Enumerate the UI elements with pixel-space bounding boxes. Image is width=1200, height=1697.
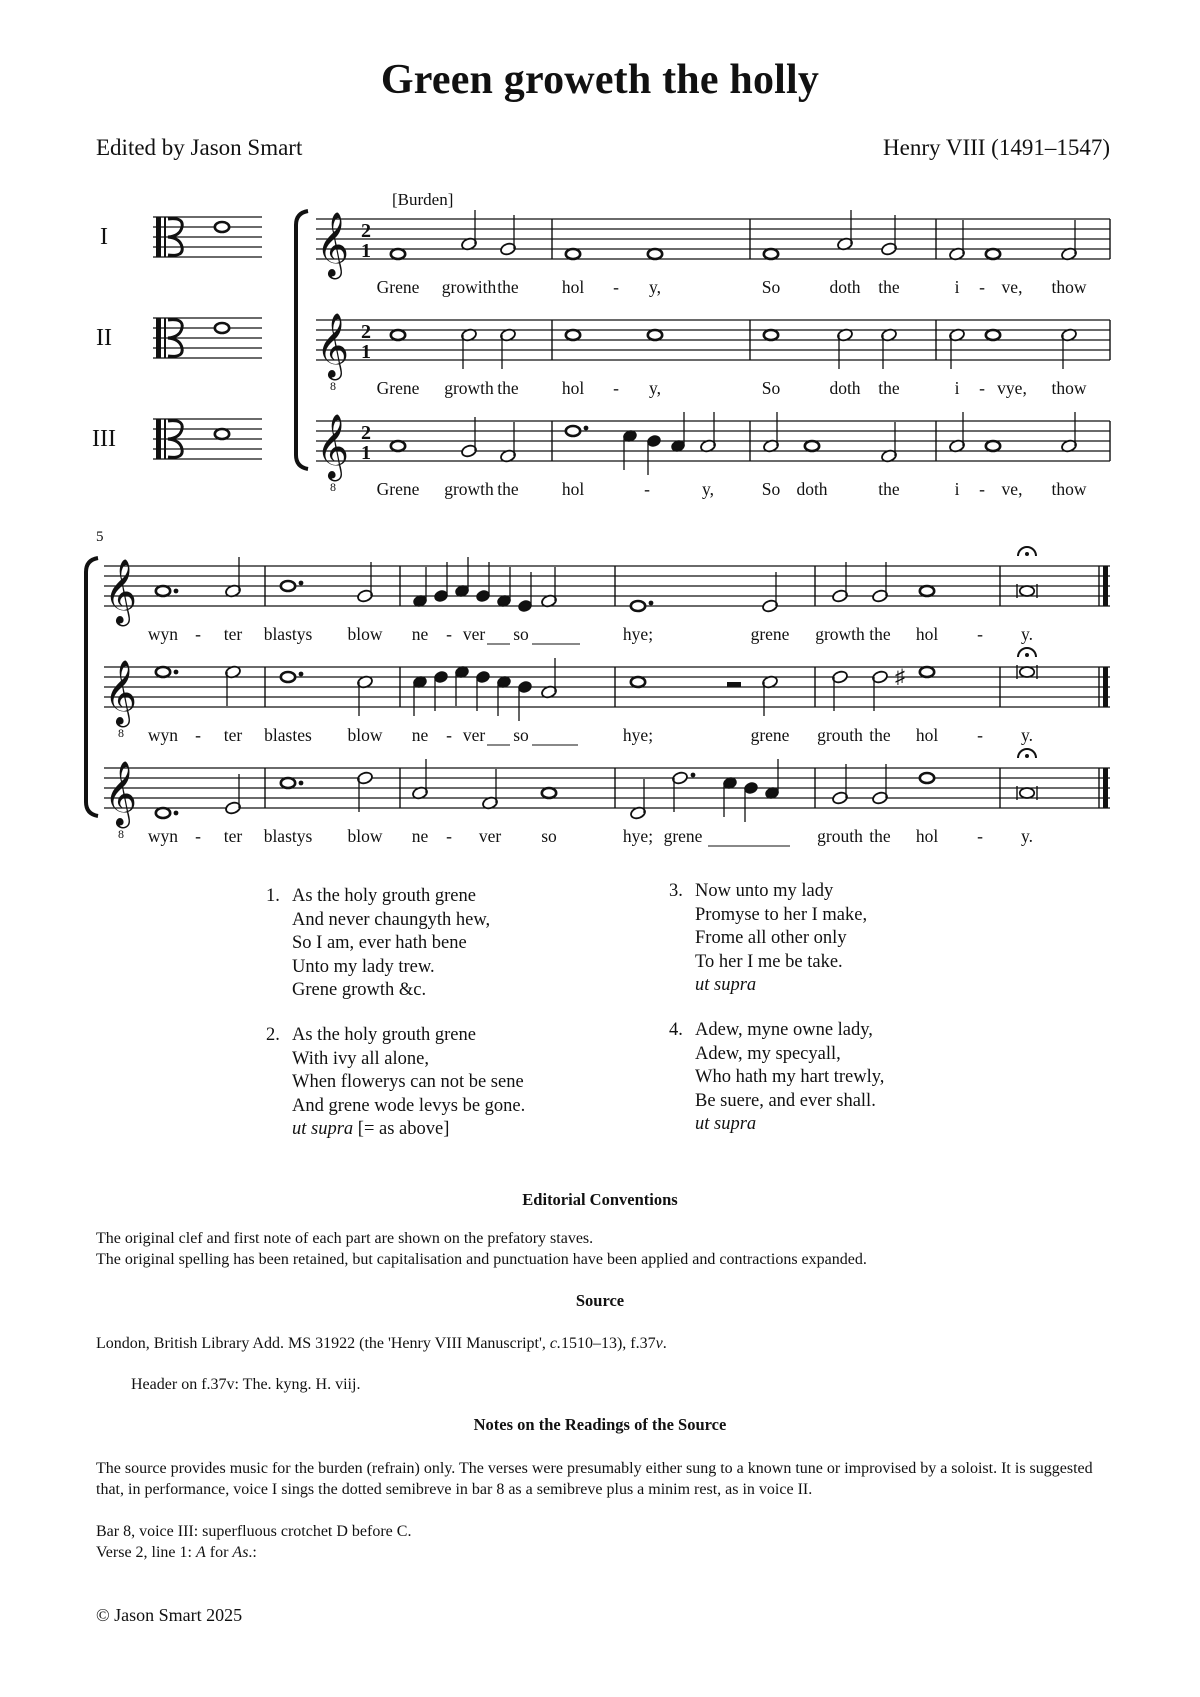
sys1-note-v2-9 xyxy=(949,328,966,369)
verse-2 xyxy=(266,1024,526,1142)
sys1-note-v1-10 xyxy=(986,249,1000,259)
sys2-sharp: ♯ xyxy=(895,666,905,688)
sys1-note-v1-2 xyxy=(461,210,478,251)
sys2-final-barline-2-thick xyxy=(1103,667,1108,707)
sys2-note-v3-2 xyxy=(225,774,242,815)
sys2-lyric-v3-6: ne xyxy=(411,826,429,846)
sys1-treble-clef-3-8: 8 xyxy=(330,480,336,494)
verse-3 xyxy=(669,880,868,998)
verse-ending: ut supra xyxy=(695,1114,757,1134)
sys2-treble-clef-2: 𝄞 xyxy=(104,662,138,724)
sys2-treble-clef-2-8: 8 xyxy=(118,726,124,740)
sys2-lyric-v1-1: wyn xyxy=(147,624,179,644)
sys2-note-v3-8 xyxy=(630,779,647,820)
sys2-lyric-v2-15: - xyxy=(977,725,983,745)
sys1-lyric-v2-12: vye, xyxy=(997,378,1027,398)
sys2-note-v1-7 xyxy=(455,557,469,597)
sys2-note-v2-7 xyxy=(455,666,469,706)
sys2-note-v3-11 xyxy=(744,782,758,822)
sys2-note-v2-4 xyxy=(357,675,374,716)
sys2-lyric-v2-9: so xyxy=(513,725,529,745)
sys1-note-v3-5 xyxy=(623,430,637,470)
sys2-lyric-v1-13: the xyxy=(869,624,891,644)
sys2-lyric-v1-7: - xyxy=(446,624,452,644)
sys1-note-v3-6 xyxy=(647,435,661,475)
sys1-note-v1-8 xyxy=(881,215,898,256)
sys2-note-v1-10 xyxy=(518,572,532,612)
sys2-note-v1-6 xyxy=(434,562,448,602)
verse-1 xyxy=(266,885,491,1003)
prefatory-note-3 xyxy=(215,429,229,439)
sys2-treble-clef-3: 𝄞 xyxy=(104,763,138,825)
verse-ending: ut supra [= as above] xyxy=(292,1119,450,1139)
sys1-note-v3-3 xyxy=(500,422,517,463)
sys1-lyric-v3-1: Grene xyxy=(376,479,420,499)
sys2-lyric-v1-9: so xyxy=(513,624,529,644)
sys1-note-v2-8 xyxy=(881,328,898,369)
sys2-note-v2-15 xyxy=(872,670,889,711)
sys2-lyric-v3-8: ver xyxy=(478,826,502,846)
sys1-note-v2-10 xyxy=(986,330,1000,340)
prefatory-note-2 xyxy=(215,323,229,333)
sys1-note-v2-5 xyxy=(648,330,662,340)
sys1-lyric-v3-10: i xyxy=(954,479,960,499)
sys1-lyric-v2-1: Grene xyxy=(376,378,420,398)
notes-paragraph: The source provides music for the burden (refrain) only. The verses were presumably either sung to a known tune or improvised by a soloist. It is suggested that, in performance, voice I sings the dotted semibreve in bar 8 as a semibreve plus a minim rest, as in voice II. xyxy=(96,1460,1093,1498)
sys2-note-v2-6 xyxy=(434,671,448,711)
sys1-note-v2-3 xyxy=(500,328,517,369)
sys2-note-v1-13 xyxy=(762,572,779,613)
sys2-lyric-v1-10: hye; xyxy=(622,624,654,644)
verse-number: 3. xyxy=(669,881,683,901)
sys2-note-v1-5 xyxy=(413,567,427,607)
sys2-lyric-v3-1: wyn xyxy=(147,826,179,846)
sys2-note-v3-5 xyxy=(412,759,429,800)
sys1-treble-clef-1: 𝄞 xyxy=(316,214,350,276)
verse-number: 4. xyxy=(669,1020,683,1040)
sys2-note-v1-16 xyxy=(920,586,934,596)
sys2-lyric-v1-5: blow xyxy=(347,624,383,644)
sys1-lyric-v2-7: So xyxy=(761,378,781,398)
sys1-timesig-3: 2 xyxy=(361,422,371,444)
sys1-note-v3-2 xyxy=(461,417,478,458)
sys1-lyric-v2-5: - xyxy=(613,378,619,398)
sys2-note-v2-12 xyxy=(631,677,645,687)
sys1-note-v1-11 xyxy=(1061,220,1078,261)
sys1-treble-clef-2-8: 8 xyxy=(330,379,336,393)
sys2-note-v2-16 xyxy=(920,667,934,677)
sys2-note-v1-8 xyxy=(476,562,490,602)
sys1-note-v2-11 xyxy=(1061,328,1078,369)
sys2-lyric-v2-14: hol xyxy=(915,725,939,745)
editor-credit: Edited by Jason Smart xyxy=(96,135,303,160)
sys1-lyric-v1-4: hol xyxy=(561,277,585,297)
sys2-lyric-v3-15: - xyxy=(977,826,983,846)
sys2-lyric-v2-5: blow xyxy=(347,725,383,745)
bar-number: 5 xyxy=(96,529,104,545)
sys1-lyric-v3-13: thow xyxy=(1051,479,1087,499)
sys1-lyric-v2-4: hol xyxy=(561,378,585,398)
sys2-lyric-v1-16: y. xyxy=(1021,624,1033,644)
verse-line: And never chaungyth hew, xyxy=(292,909,491,930)
prefatory-note-1 xyxy=(215,222,229,232)
sys2-lyric-v1-12: growth xyxy=(815,624,865,644)
sys2-lyric-v2-10: hye; xyxy=(622,725,654,745)
sys2-minim-rest xyxy=(727,682,741,687)
system2-bracket xyxy=(86,558,98,816)
sys2-lyric-v1-3: ter xyxy=(223,624,243,644)
sys2-lyric-v3-4: blastys xyxy=(263,826,313,846)
sys1-lyric-v1-7: So xyxy=(761,277,781,297)
verse-line: So I am, ever hath bene xyxy=(292,933,467,953)
voice-label-2: II xyxy=(96,325,112,351)
sys2-note-v2-13 xyxy=(762,675,779,716)
verse-ending: ut supra xyxy=(695,975,757,995)
sys2-note-v3-1 xyxy=(156,808,179,818)
section-label: [Burden] xyxy=(392,190,454,209)
sys2-note-v3-4 xyxy=(357,771,374,812)
sys2-lyric-v3-16: y. xyxy=(1021,826,1033,846)
sys1-note-v2-4 xyxy=(566,330,580,340)
sys1-note-v2-2 xyxy=(461,328,478,369)
verse-line: Adew, my specyall, xyxy=(695,1043,841,1064)
sys2-note-v3-15 xyxy=(920,773,934,783)
sys2-note-v2-2 xyxy=(225,665,242,706)
verse-number: 1. xyxy=(266,886,280,906)
sys1-timesig-2: 1 xyxy=(361,341,371,363)
sys2-note-v1-4 xyxy=(357,562,374,603)
sys1-note-v3-13 xyxy=(986,441,1000,451)
verse-line: When flowerys can not be sene xyxy=(292,1072,524,1092)
sys2-note-v1-11 xyxy=(541,567,558,608)
sys2-lyric-v3-2: - xyxy=(195,826,201,846)
verse-line: As the holy grouth grene xyxy=(292,1025,476,1045)
sys2-lyric-v3-12: grouth xyxy=(817,826,863,846)
sys2-note-v3-10 xyxy=(723,777,737,817)
sys2-lyric-v1-14: hol xyxy=(915,624,939,644)
sys2-lyric-v3-9: so xyxy=(541,826,557,846)
sys1-note-v2-6 xyxy=(764,330,778,340)
sys1-lyric-v2-8: doth xyxy=(829,378,861,398)
sys1-note-v3-8 xyxy=(700,412,717,453)
sys2-treble-clef-1: 𝄞 xyxy=(104,561,138,623)
sys2-note-v3-6 xyxy=(482,769,499,810)
sys2-note-v1-9 xyxy=(497,567,511,607)
sys1-lyric-v3-12: ve, xyxy=(1001,479,1023,499)
sys1-note-v3-11 xyxy=(881,422,898,463)
notes-heading: Notes on the Readings of the Source xyxy=(473,1415,727,1434)
sys1-treble-clef-3: 𝄞 xyxy=(316,416,350,478)
verse-line: To her I me be take. xyxy=(695,951,843,972)
sys1-note-v1-1 xyxy=(391,249,405,259)
sys1-note-v3-14 xyxy=(1061,412,1078,453)
verse-line: Grene growth &c. xyxy=(292,980,427,1000)
sys1-note-v2-7 xyxy=(837,328,854,369)
sys1-lyric-v1-8: doth xyxy=(829,277,861,297)
sys1-lyric-v2-9: the xyxy=(878,378,900,398)
sys2-note-v1-14 xyxy=(832,562,849,603)
sys2-note-v2-9 xyxy=(497,676,511,716)
verse-number: 2. xyxy=(266,1025,280,1045)
sys2-lyric-v3-10: hye; xyxy=(622,826,654,846)
sys1-timesig-2: 2 xyxy=(361,321,371,343)
system1-bracket xyxy=(296,211,308,469)
sys1-timesig-1: 2 xyxy=(361,220,371,242)
sys1-note-v3-10 xyxy=(805,441,819,451)
sys1-lyric-v1-2: growith xyxy=(441,277,497,297)
sys2-lyric-v3-5: blow xyxy=(347,826,383,846)
composer-credit: Henry VIII (1491–1547) xyxy=(883,135,1110,160)
sys1-lyric-v2-13: thow xyxy=(1051,378,1087,398)
sys2-final-barline-1-thick xyxy=(1103,566,1108,606)
sys2-note-v2-10 xyxy=(518,681,532,721)
sys2-lyric-v2-1: wyn xyxy=(147,725,179,745)
sys2-lyric-v3-13: the xyxy=(869,826,891,846)
sys2-lyric-v1-2: - xyxy=(195,624,201,644)
sys1-note-v3-7 xyxy=(671,412,685,452)
sys2-note-v2-8 xyxy=(476,671,490,711)
sys1-note-v2-1 xyxy=(391,330,405,340)
sys2-fermata-3-dot xyxy=(1025,754,1029,758)
verse-line: With ivy all alone, xyxy=(292,1048,429,1069)
sys2-note-v2-5 xyxy=(413,676,427,716)
verse-line: Promyse to her I make, xyxy=(695,904,868,925)
sys2-note-v2-11 xyxy=(541,658,558,699)
sys1-lyric-v2-11: - xyxy=(979,378,985,398)
sys2-lyric-v2-11: grene xyxy=(750,725,790,745)
sys1-lyric-v3-4: hol xyxy=(561,479,585,499)
sys2-note-v1-2 xyxy=(225,557,242,598)
sys1-lyric-v1-10: i xyxy=(954,277,960,297)
sys2-note-v3-12 xyxy=(765,759,779,799)
source-header-note: Header on f.37v: The. kyng. H. viij. xyxy=(131,1376,361,1393)
sys2-lyric-v2-12: grouth xyxy=(817,725,863,745)
sys2-lyric-v1-15: - xyxy=(977,624,983,644)
verse-line: Frome all other only xyxy=(695,928,847,948)
sys2-lyric-v2-3: ter xyxy=(223,725,243,745)
verse-line: As the holy grouth grene xyxy=(292,886,476,906)
editorial-line-2: The original spelling has been retained, but capitalisation and punctuation have been applied and contractions expanded. xyxy=(96,1251,867,1268)
sys2-final-barline-3-thick xyxy=(1103,768,1108,808)
verse-line: Be suere, and ever shall. xyxy=(695,1090,876,1111)
sys2-lyric-v3-14: hol xyxy=(915,826,939,846)
sys2-note-v1-1 xyxy=(156,586,179,596)
sys1-lyric-v1-9: the xyxy=(878,277,900,297)
sys2-note-v2-1 xyxy=(156,667,179,677)
sys1-lyric-v2-10: i xyxy=(954,378,960,398)
sys1-note-v1-7 xyxy=(837,210,854,251)
sys2-lyric-v2-16: y. xyxy=(1021,725,1033,745)
sys2-lyric-v1-6: ne xyxy=(411,624,429,644)
sys1-lyric-v3-5: - xyxy=(644,479,650,499)
verse-line: Who hath my hart trewly, xyxy=(695,1067,885,1087)
sys1-note-v3-9 xyxy=(763,412,780,453)
sys1-lyric-v1-3: the xyxy=(497,277,519,297)
sys1-note-v1-9 xyxy=(949,220,966,261)
verse-line: Now unto my lady xyxy=(695,881,834,901)
sys1-lyric-v1-5: - xyxy=(613,277,619,297)
sys2-lyric-v3-7: - xyxy=(446,826,452,846)
sys1-note-v1-5 xyxy=(648,249,662,259)
sys1-lyric-v1-6: y, xyxy=(649,277,661,297)
verse-line: Adew, myne owne lady, xyxy=(695,1020,873,1040)
sys1-note-v3-12 xyxy=(949,412,966,453)
sys1-lyric-v1-13: thow xyxy=(1051,277,1087,297)
sys2-lyric-v1-8: ver xyxy=(462,624,486,644)
sys2-lyric-v3-3: ter xyxy=(223,826,243,846)
sys2-fermata-1-dot xyxy=(1025,552,1029,556)
sys2-lyric-v1-11: grene xyxy=(750,624,790,644)
sys2-lyric-v1-4: blastys xyxy=(263,624,313,644)
voice-label-1: I xyxy=(100,224,108,250)
sys2-note-v3-3 xyxy=(281,778,304,788)
sys1-lyric-v3-2: growth xyxy=(444,479,494,499)
sys2-note-v2-14 xyxy=(832,670,849,711)
sys1-note-v1-6 xyxy=(764,249,778,259)
sys1-note-v1-3 xyxy=(500,215,517,256)
sys1-lyric-v3-7: So xyxy=(761,479,781,499)
sys1-lyric-v3-3: the xyxy=(497,479,519,499)
sys2-note-v3-7 xyxy=(542,788,556,798)
sys1-lyric-v2-3: the xyxy=(497,378,519,398)
sys1-lyric-v2-2: growth xyxy=(444,378,494,398)
verse-line: Unto my lady trew. xyxy=(292,956,435,977)
sys1-lyric-v3-9: the xyxy=(878,479,900,499)
sys1-timesig-3: 1 xyxy=(361,442,371,464)
sys1-lyric-v1-12: ve, xyxy=(1001,277,1023,297)
sys1-timesig-1: 1 xyxy=(361,240,371,262)
source-text: London, British Library Add. MS 31922 (the 'Henry VIII Manuscript', c.1510–13), f.37v. xyxy=(96,1335,667,1352)
sys2-fermata-2-dot xyxy=(1025,653,1029,657)
sys1-lyric-v3-6: y, xyxy=(702,479,714,499)
editorial-line-1: The original clef and first note of each part are shown on the prefatory staves. xyxy=(96,1230,594,1247)
sys2-lyric-v2-6: ne xyxy=(411,725,429,745)
sys2-treble-clef-3-8: 8 xyxy=(118,827,124,841)
sys2-lyric-v2-2: - xyxy=(195,725,201,745)
sys1-lyric-v3-8: doth xyxy=(796,479,828,499)
sys1-lyric-v1-11: - xyxy=(979,277,985,297)
sys1-note-v1-4 xyxy=(566,249,580,259)
sys2-note-v3-14 xyxy=(872,764,889,805)
verse-line: And grene wode levys be gone. xyxy=(292,1095,526,1116)
sys2-note-v3-13 xyxy=(832,764,849,805)
sys2-note-v3-9 xyxy=(672,771,696,812)
copyright: © Jason Smart 2025 xyxy=(96,1605,243,1625)
note-verse-2: Verse 2, line 1: A for As.: xyxy=(96,1544,257,1561)
sys2-lyric-v2-4: blastes xyxy=(264,725,312,745)
sys2-lyric-v2-7: - xyxy=(446,725,452,745)
sys1-note-v3-1 xyxy=(391,441,405,451)
sys1-treble-clef-2: 𝄞 xyxy=(316,315,350,377)
sys2-note-v1-15 xyxy=(872,562,889,603)
sys1-lyric-v1-1: Grene xyxy=(376,277,420,297)
sys2-lyric-v2-13: the xyxy=(869,725,891,745)
sys1-lyric-v2-6: y, xyxy=(649,378,661,398)
sys2-lyric-v3-11: grene xyxy=(663,826,703,846)
sys1-lyric-v3-11: - xyxy=(979,479,985,499)
note-bar-8: Bar 8, voice III: superfluous crotchet D before C. xyxy=(96,1523,412,1540)
editorial-heading: Editorial Conventions xyxy=(522,1190,678,1209)
voice-label-3: III xyxy=(92,426,116,452)
verse-4 xyxy=(669,1019,885,1137)
page-title: Green groweth the holly xyxy=(380,57,820,103)
sys2-lyric-v2-8: ver xyxy=(462,725,486,745)
source-heading: Source xyxy=(575,1291,625,1310)
